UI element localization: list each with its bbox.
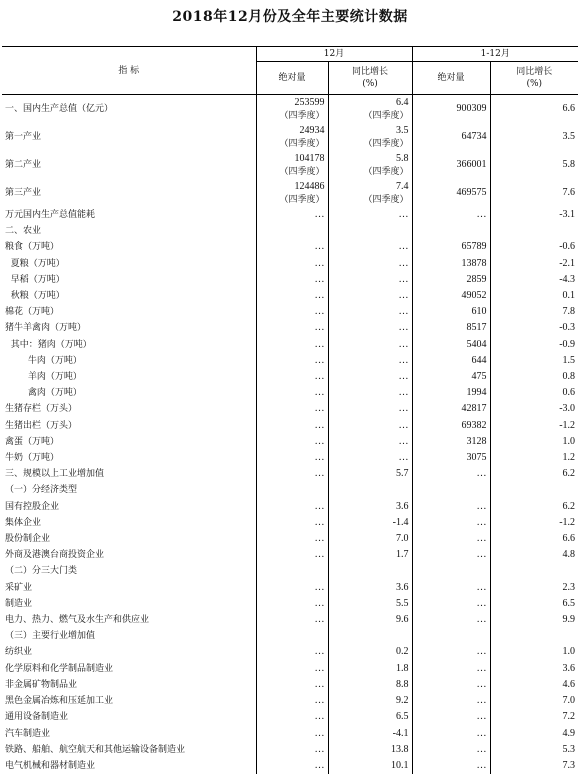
year-abs-cell: 49052: [412, 288, 490, 304]
month-growth-header: 同比增长 (%): [328, 62, 412, 95]
year-growth-cell: 7.8: [490, 304, 578, 320]
month-abs-cell: …: [256, 353, 328, 369]
year-growth-cell: 6.5: [490, 596, 578, 612]
month-abs-cell: …: [256, 580, 328, 596]
row-label: 羊肉（万吨）: [5, 372, 82, 383]
table-row: [2, 179, 578, 207]
table-row: [2, 151, 578, 179]
year-growth-cell: 4.8: [490, 547, 578, 563]
row-label: 非金属矿物制品业: [5, 679, 78, 690]
month-abs-cell: [256, 482, 328, 498]
year-abs-cell: …: [412, 709, 490, 725]
year-growth-cell: 3.6: [490, 661, 578, 677]
year-growth-cell: -1.2: [490, 515, 578, 531]
year-abs-cell: [412, 563, 490, 579]
year-abs-cell: 13878: [412, 256, 490, 272]
year-growth-cell: -0.3: [490, 320, 578, 336]
year-abs-cell: 644: [412, 353, 490, 369]
month-growth-cell: …: [328, 434, 412, 450]
year-abs-cell: …: [412, 612, 490, 628]
year-abs-cell: [412, 223, 490, 239]
row-label: 牛肉（万吨）: [5, 355, 82, 366]
table-row: [2, 95, 578, 124]
row-label: 生猪存栏（万头）: [5, 404, 78, 415]
row-label: 黑色金属冶炼和压延加工业: [5, 696, 114, 707]
year-abs-cell: 5404: [412, 337, 490, 353]
table-row: [2, 434, 578, 450]
year-abs-cell: 8517: [412, 320, 490, 336]
year-abs-header: 绝对量: [412, 62, 490, 95]
table-row: [2, 369, 578, 385]
year-abs-cell: 64734: [412, 123, 490, 151]
table-row: [2, 661, 578, 677]
month-growth-cell: …: [328, 304, 412, 320]
year-abs-cell: 3075: [412, 450, 490, 466]
table-row: [2, 320, 578, 336]
row-label: （一）分经济类型: [5, 485, 78, 496]
month-growth-cell: 3.6: [328, 580, 412, 596]
month-abs-cell: …: [256, 337, 328, 353]
row-label: 电力、热力、燃气及水生产和供应业: [5, 615, 150, 626]
month-growth-cell: -4.1: [328, 726, 412, 742]
row-label: 三、规模以上工业增加值: [5, 469, 105, 480]
table-row: [2, 123, 578, 151]
month-growth-cell: [328, 223, 412, 239]
month-abs-cell: …: [256, 256, 328, 272]
year-growth-cell: 4.9: [490, 726, 578, 742]
row-label: 生猪出栏（万头）: [5, 420, 78, 431]
year-growth-cell: 5.3: [490, 742, 578, 758]
month-abs-cell: …: [256, 677, 328, 693]
row-label: 制造业: [5, 598, 33, 609]
row-label: 汽车制造业: [5, 728, 51, 739]
year-abs-cell: …: [412, 466, 490, 482]
year-growth-cell: [490, 563, 578, 579]
table-row: [2, 709, 578, 725]
row-label: 秋粮（万吨）: [5, 291, 65, 302]
month-abs-cell: …: [256, 709, 328, 725]
table-row: [2, 563, 578, 579]
statistics-table: [2, 46, 578, 774]
month-abs-cell: [256, 628, 328, 644]
month-abs-cell: …: [256, 661, 328, 677]
row-label: 棉花（万吨）: [5, 307, 60, 318]
row-label: 第二产业: [5, 159, 42, 170]
month-growth-cell: 5.5: [328, 596, 412, 612]
month-header: 12月: [256, 47, 412, 62]
year-growth-cell: 0.8: [490, 369, 578, 385]
month-abs-cell: …: [256, 693, 328, 709]
year-abs-cell: …: [412, 742, 490, 758]
month-abs-cell: [256, 563, 328, 579]
year-growth-cell: 1.2: [490, 450, 578, 466]
year-abs-cell: …: [412, 499, 490, 515]
month-abs-cell: …: [256, 726, 328, 742]
year-abs-cell: …: [412, 580, 490, 596]
year-growth-cell: -2.1: [490, 256, 578, 272]
row-label: 第三产业: [5, 187, 42, 198]
month-abs-cell: …: [256, 288, 328, 304]
year-abs-cell: …: [412, 515, 490, 531]
year-abs-cell: …: [412, 596, 490, 612]
year-growth-cell: 4.6: [490, 677, 578, 693]
month-growth-cell: …: [328, 401, 412, 417]
table-row: [2, 726, 578, 742]
year-growth-cell: 6.2: [490, 499, 578, 515]
month-abs-cell: …: [256, 320, 328, 336]
year-growth-cell: 9.9: [490, 612, 578, 628]
year-abs-cell: [412, 482, 490, 498]
row-label: 电气机械和器材制造业: [5, 760, 96, 771]
month-growth-cell: …: [328, 256, 412, 272]
month-abs-cell: …: [256, 596, 328, 612]
year-abs-cell: …: [412, 207, 490, 223]
row-label: 采矿业: [5, 582, 33, 593]
table-row: [2, 612, 578, 628]
table-row: [2, 515, 578, 531]
month-growth-cell: …: [328, 337, 412, 353]
month-abs-cell: …: [256, 515, 328, 531]
year-abs-cell: 69382: [412, 418, 490, 434]
month-growth-cell: 6.5: [328, 709, 412, 725]
year-abs-cell: …: [412, 693, 490, 709]
year-growth-cell: 0.1: [490, 288, 578, 304]
year-abs-cell: 610: [412, 304, 490, 320]
row-label: 国有控股企业: [5, 501, 60, 512]
row-label: 夏粮（万吨）: [5, 258, 65, 269]
year-abs-cell: …: [412, 726, 490, 742]
year-abs-cell: 3128: [412, 434, 490, 450]
month-abs-cell: …: [256, 466, 328, 482]
year-abs-cell: 42817: [412, 401, 490, 417]
page-title: 2018年12月份及全年主要统计数据: [172, 9, 408, 25]
month-growth-cell: [328, 628, 412, 644]
row-label: 股份制企业: [5, 534, 51, 545]
table-row: [2, 288, 578, 304]
year-growth-cell: 3.5: [490, 123, 578, 151]
month-growth-cell: …: [328, 450, 412, 466]
month-abs-cell: 124486 （四季度）: [256, 179, 328, 207]
table-row: [2, 644, 578, 660]
month-growth-cell: 3.6: [328, 499, 412, 515]
year-growth-cell: 1.0: [490, 644, 578, 660]
table-row: [2, 693, 578, 709]
year-growth-cell: -3.0: [490, 401, 578, 417]
table-row: [2, 418, 578, 434]
row-label: 化学原料和化学制品制造业: [5, 663, 114, 674]
month-growth-cell: …: [328, 272, 412, 288]
table-row: [2, 677, 578, 693]
month-abs-cell: [256, 223, 328, 239]
month-abs-cell: …: [256, 401, 328, 417]
year-abs-cell: …: [412, 644, 490, 660]
row-label: 一、国内生产总值（亿元）: [5, 103, 114, 114]
table-row: [2, 466, 578, 482]
year-abs-cell: 1994: [412, 385, 490, 401]
row-label: 猪牛羊禽肉（万吨）: [5, 323, 87, 334]
table-row: [2, 499, 578, 515]
row-label: 纺织业: [5, 647, 33, 658]
month-abs-cell: …: [256, 304, 328, 320]
indicator-header: 指 标: [2, 47, 256, 95]
table-row: [2, 256, 578, 272]
month-abs-cell: …: [256, 531, 328, 547]
table-row: [2, 450, 578, 466]
year-abs-cell: 65789: [412, 239, 490, 255]
table-row: [2, 385, 578, 401]
year-abs-cell: …: [412, 531, 490, 547]
year-growth-cell: [490, 223, 578, 239]
year-growth-cell: -3.1: [490, 207, 578, 223]
month-growth-cell: …: [328, 320, 412, 336]
year-growth-cell: 6.2: [490, 466, 578, 482]
month-growth-cell: 9.2: [328, 693, 412, 709]
year-growth-cell: 2.3: [490, 580, 578, 596]
row-label: 牛奶（万吨）: [5, 453, 60, 464]
year-growth-cell: -1.2: [490, 418, 578, 434]
month-abs-cell: …: [256, 418, 328, 434]
month-abs-cell: …: [256, 612, 328, 628]
table-row: [2, 223, 578, 239]
month-growth-cell: 9.6: [328, 612, 412, 628]
year-growth-cell: 6.6: [490, 95, 578, 124]
year-growth-cell: [490, 628, 578, 644]
month-growth-cell: 1.8: [328, 661, 412, 677]
row-label: 二、农业: [5, 226, 42, 237]
year-growth-cell: 7.6: [490, 179, 578, 207]
row-label: 万元国内生产总值能耗: [5, 210, 96, 220]
year-abs-cell: 900309: [412, 95, 490, 124]
year-abs-cell: 366001: [412, 151, 490, 179]
month-abs-cell: 104178 （四季度）: [256, 151, 328, 179]
year-abs-cell: 469575: [412, 179, 490, 207]
month-abs-cell: …: [256, 758, 328, 774]
year-abs-cell: …: [412, 677, 490, 693]
month-abs-header: 绝对量: [256, 62, 328, 95]
row-label: 粮食（万吨）: [5, 242, 60, 253]
table-row: [2, 628, 578, 644]
table-row: [2, 272, 578, 288]
table-row: [2, 304, 578, 320]
month-growth-cell: …: [328, 239, 412, 255]
year-growth-header: 同比增长 (%): [490, 62, 578, 95]
month-growth-cell: …: [328, 385, 412, 401]
month-abs-cell: 24934 （四季度）: [256, 123, 328, 151]
table-row: [2, 482, 578, 498]
month-growth-cell: 5.8 （四季度）: [328, 151, 412, 179]
month-growth-cell: [328, 563, 412, 579]
year-growth-cell: 6.6: [490, 531, 578, 547]
row-label: 通用设备制造业: [5, 712, 69, 723]
table-row: [2, 547, 578, 563]
month-abs-cell: …: [256, 207, 328, 223]
month-growth-cell: 8.8: [328, 677, 412, 693]
month-abs-cell: …: [256, 644, 328, 660]
table-row: [2, 758, 578, 774]
month-growth-cell: 6.4 （四季度）: [328, 95, 412, 124]
month-growth-cell: …: [328, 353, 412, 369]
row-label: 铁路、船舶、航空航天和其他运输设备制造业: [5, 744, 186, 755]
month-abs-cell: …: [256, 499, 328, 515]
table-row: [2, 239, 578, 255]
year-growth-cell: 7.2: [490, 709, 578, 725]
month-growth-cell: 7.0: [328, 531, 412, 547]
table-row: [2, 207, 578, 223]
month-abs-cell: …: [256, 450, 328, 466]
table-row: [2, 401, 578, 417]
month-abs-cell: …: [256, 272, 328, 288]
month-abs-cell: …: [256, 385, 328, 401]
year-abs-cell: [412, 628, 490, 644]
month-growth-cell: 13.8: [328, 742, 412, 758]
row-label: 其中：猪肉（万吨）: [5, 339, 92, 350]
month-growth-cell: …: [328, 288, 412, 304]
row-label: （二）分三大门类: [5, 566, 78, 577]
month-growth-cell: 10.1: [328, 758, 412, 774]
row-label: 第一产业: [5, 131, 42, 142]
year-growth-cell: 1.0: [490, 434, 578, 450]
month-growth-cell: 7.4 （四季度）: [328, 179, 412, 207]
month-abs-cell: 253599 （四季度）: [256, 95, 328, 124]
month-growth-cell: 0.2: [328, 644, 412, 660]
table-row: [2, 580, 578, 596]
month-growth-cell: [328, 482, 412, 498]
table-row: [2, 596, 578, 612]
year-header: 1-12月: [412, 47, 578, 62]
month-abs-cell: …: [256, 369, 328, 385]
month-abs-cell: …: [256, 742, 328, 758]
year-abs-cell: …: [412, 547, 490, 563]
year-abs-cell: …: [412, 758, 490, 774]
month-abs-cell: …: [256, 547, 328, 563]
month-abs-cell: …: [256, 239, 328, 255]
year-growth-cell: 1.5: [490, 353, 578, 369]
row-label: 禽蛋（万吨）: [5, 436, 60, 447]
month-growth-cell: -1.4: [328, 515, 412, 531]
year-growth-cell: 5.8: [490, 151, 578, 179]
year-growth-cell: -4.3: [490, 272, 578, 288]
row-label: 外商及港澳台商投资企业: [5, 550, 105, 561]
year-growth-cell: [490, 482, 578, 498]
year-abs-cell: …: [412, 661, 490, 677]
month-growth-cell: 3.5 （四季度）: [328, 123, 412, 151]
year-growth-cell: 7.0: [490, 693, 578, 709]
month-growth-cell: 1.7: [328, 547, 412, 563]
row-label: 禽肉（万吨）: [5, 388, 82, 399]
row-label: 集体企业: [5, 517, 42, 528]
table-row: [2, 337, 578, 353]
table-row: [2, 531, 578, 547]
year-growth-cell: 0.6: [490, 385, 578, 401]
month-abs-cell: …: [256, 434, 328, 450]
month-growth-cell: …: [328, 207, 412, 223]
year-abs-cell: 475: [412, 369, 490, 385]
table-row: [2, 742, 578, 758]
year-growth-cell: 7.3: [490, 758, 578, 774]
month-growth-cell: …: [328, 418, 412, 434]
table-row: [2, 353, 578, 369]
row-label: （三）主要行业增加值: [5, 631, 96, 642]
year-abs-cell: 2859: [412, 272, 490, 288]
row-label: 早稻（万吨）: [5, 274, 65, 285]
month-growth-cell: 5.7: [328, 466, 412, 482]
month-growth-cell: …: [328, 369, 412, 385]
year-growth-cell: -0.9: [490, 337, 578, 353]
year-growth-cell: -0.6: [490, 239, 578, 255]
